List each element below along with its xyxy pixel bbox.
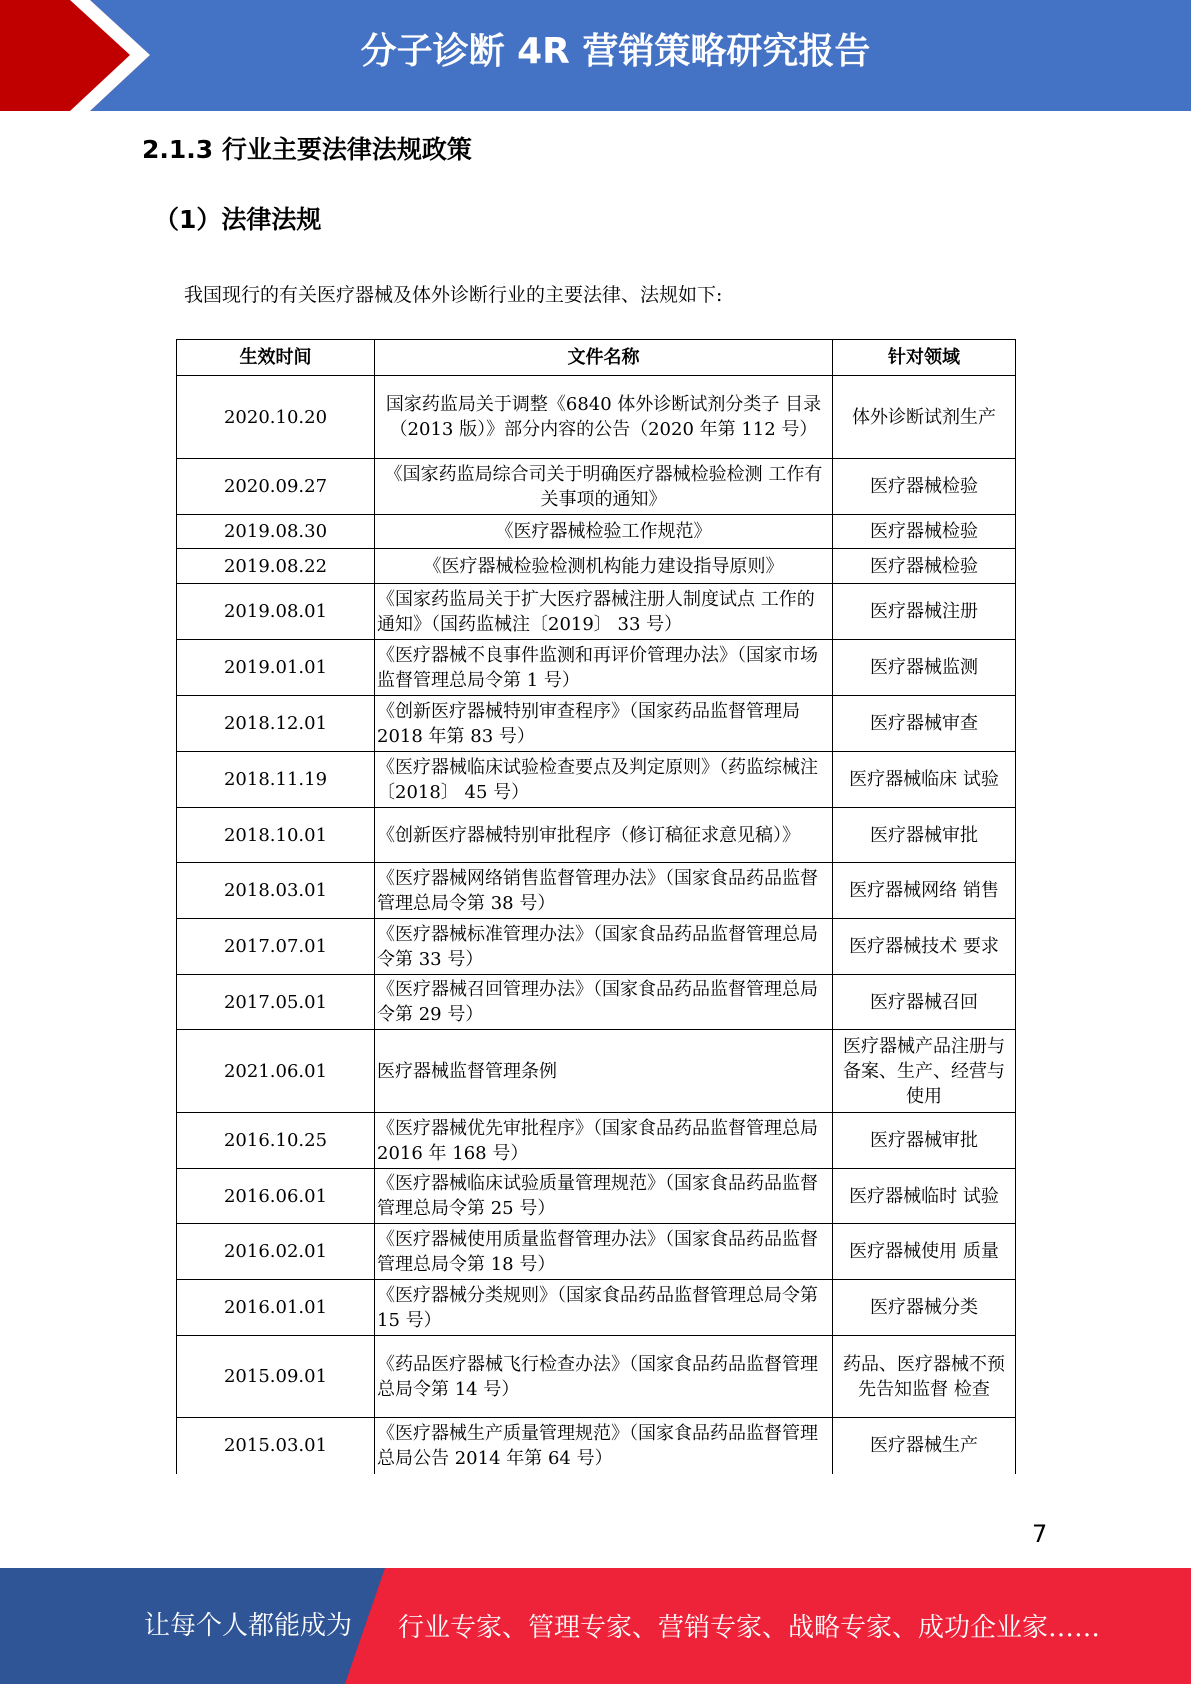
cell-field: 医疗器械审查: [833, 696, 1016, 752]
cell-name: 《医疗器械网络销售监督管理办法》（国家食品药品监督管理总局令第 38 号）: [375, 863, 833, 919]
cell-field: 医疗器械生产: [833, 1418, 1016, 1474]
cell-name: 《创新医疗器械特别审查程序》（国家药品监督管理局 2018 年第 83 号）: [375, 696, 833, 752]
cell-date: 2019.01.01: [177, 640, 375, 696]
cell-name: 《国家药监局综合司关于明确医疗器械检验检测 工作有关事项的通知》: [375, 459, 833, 515]
cell-field: 医疗器械临时 试验: [833, 1169, 1016, 1224]
cell-name: 《医疗器械分类规则》（国家食品药品监督管理总局令第 15 号）: [375, 1280, 833, 1336]
cell-date: 2016.02.01: [177, 1224, 375, 1280]
subsection-heading: （1）法律法规: [154, 205, 322, 234]
cell-date: 2016.10.25: [177, 1113, 375, 1169]
footer-slogan-left: 让每个人都能成为: [144, 1611, 353, 1641]
cell-field: 医疗器械检验: [833, 515, 1016, 549]
cell-name: 医疗器械监督管理条例: [375, 1030, 833, 1113]
cell-field: 医疗器械检验: [833, 549, 1016, 584]
table-row: [177, 1113, 1016, 1169]
cell-name: 《医疗器械不良事件监测和再评价管理办法》（国家市场监督管理总局令第 1 号）: [375, 640, 833, 696]
table-row: [177, 376, 1016, 459]
cell-date: 2017.05.01: [177, 975, 375, 1030]
table-row: [177, 919, 1016, 975]
table-row: [177, 1418, 1016, 1474]
cell-name: 《医疗器械临床试验质量管理规范》（国家食品药品监督管理总局令第 25 号）: [375, 1169, 833, 1224]
cell-name: 《医疗器械使用质量监督管理办法》（国家食品药品监督管理总局令第 18 号）: [375, 1224, 833, 1280]
cell-date: 2016.06.01: [177, 1169, 375, 1224]
cell-date: 2019.08.30: [177, 515, 375, 549]
cell-date: 2017.07.01: [177, 919, 375, 975]
table-body: [177, 376, 1016, 1474]
cell-field: 医疗器械产品注册与备案、生产、经营与使用: [833, 1030, 1016, 1113]
table-row: [177, 975, 1016, 1030]
cell-name: 《药品医疗器械飞行检查办法》（国家食品药品监督管理总局令第 14 号）: [375, 1336, 833, 1418]
cell-date: 2018.11.19: [177, 752, 375, 808]
table-row: [177, 1224, 1016, 1280]
cell-date: 2018.10.01: [177, 808, 375, 863]
table-row: [177, 752, 1016, 808]
page-footer: [0, 1568, 1191, 1684]
cell-field: 医疗器械审批: [833, 808, 1016, 863]
page-header: [0, 0, 1191, 111]
cell-date: 2021.06.01: [177, 1030, 375, 1113]
table-row: [177, 1030, 1016, 1113]
cell-field: 医疗器械检验: [833, 459, 1016, 515]
table-row: [177, 515, 1016, 549]
cell-name: 《医疗器械召回管理办法》（国家食品药品监督管理总局令第 29 号）: [375, 975, 833, 1030]
cell-date: 2019.08.22: [177, 549, 375, 584]
table-row: [177, 1169, 1016, 1224]
cell-name: 《医疗器械检验工作规范》: [375, 515, 833, 549]
report-title: 分子诊断 4R 营销策略研究报告: [360, 31, 871, 72]
cell-date: 2020.10.20: [177, 376, 375, 459]
header-date: 生效时间: [177, 340, 375, 376]
table-row: [177, 549, 1016, 584]
cell-field: 医疗器械使用 质量: [833, 1224, 1016, 1280]
cell-name: 国家药监局关于调整《6840 体外诊断试剂分类子 目录（2013 版）》部分内容的公告（2020 年第 112 号）: [375, 376, 833, 459]
header-name: 文件名称: [375, 340, 833, 376]
cell-name: 《医疗器械检验检测机构能力建设指导原则》: [375, 549, 833, 584]
cell-date: 2018.12.01: [177, 696, 375, 752]
cell-field: 药品、医疗器械不预先告知监督 检查: [833, 1336, 1016, 1418]
header-field: 针对领域: [833, 340, 1016, 376]
table-row: [177, 863, 1016, 919]
table-row: [177, 808, 1016, 863]
cell-field: 医疗器械分类: [833, 1280, 1016, 1336]
table-row: [177, 584, 1016, 640]
cell-field: 医疗器械审批: [833, 1113, 1016, 1169]
cell-name: 《医疗器械临床试验检查要点及判定原则》（药监综械注〔2018〕 45 号）: [375, 752, 833, 808]
table-header-row: [177, 340, 1016, 376]
cell-field: 医疗器械技术 要求: [833, 919, 1016, 975]
cell-field: 医疗器械召回: [833, 975, 1016, 1030]
cell-field: 医疗器械监测: [833, 640, 1016, 696]
cell-name: 《医疗器械标准管理办法》（国家食品药品监督管理总局令第 33 号）: [375, 919, 833, 975]
cell-name: 《医疗器械优先审批程序》（国家食品药品监督管理总局 2016 年 168 号）: [375, 1113, 833, 1169]
footer-slogan-right: 行业专家、管理专家、营销专家、战略专家、成功企业家……: [398, 1613, 1101, 1643]
table-row: [177, 696, 1016, 752]
section-heading: 2.1.3 行业主要法律法规政策: [142, 135, 472, 164]
cell-date: 2015.09.01: [177, 1336, 375, 1418]
cell-date: 2016.01.01: [177, 1280, 375, 1336]
page-number: 7: [1032, 1520, 1048, 1548]
cell-field: 医疗器械网络 销售: [833, 863, 1016, 919]
table-row: [177, 459, 1016, 515]
law-table: [176, 339, 1016, 1474]
cell-date: 2019.08.01: [177, 584, 375, 640]
cell-field: 医疗器械注册: [833, 584, 1016, 640]
cell-date: 2018.03.01: [177, 863, 375, 919]
table-row: [177, 1336, 1016, 1418]
cell-date: 2015.03.01: [177, 1418, 375, 1474]
intro-paragraph: 我国现行的有关医疗器械及体外诊断行业的主要法律、法规如下:: [184, 284, 723, 306]
table-row: [177, 1280, 1016, 1336]
cell-field: 医疗器械临床 试验: [833, 752, 1016, 808]
cell-name: 《国家药监局关于扩大医疗器械注册人制度试点 工作的通知》（国药监械注〔2019〕 33 号）: [375, 584, 833, 640]
table-row: [177, 640, 1016, 696]
cell-name: 《创新医疗器械特别审批程序（修订稿征求意见稿）》: [375, 808, 833, 863]
cell-date: 2020.09.27: [177, 459, 375, 515]
cell-field: 体外诊断试剂生产: [833, 376, 1016, 459]
cell-name: 《医疗器械生产质量管理规范》（国家食品药品监督管理总局公告 2014 年第 64 号）: [375, 1418, 833, 1474]
